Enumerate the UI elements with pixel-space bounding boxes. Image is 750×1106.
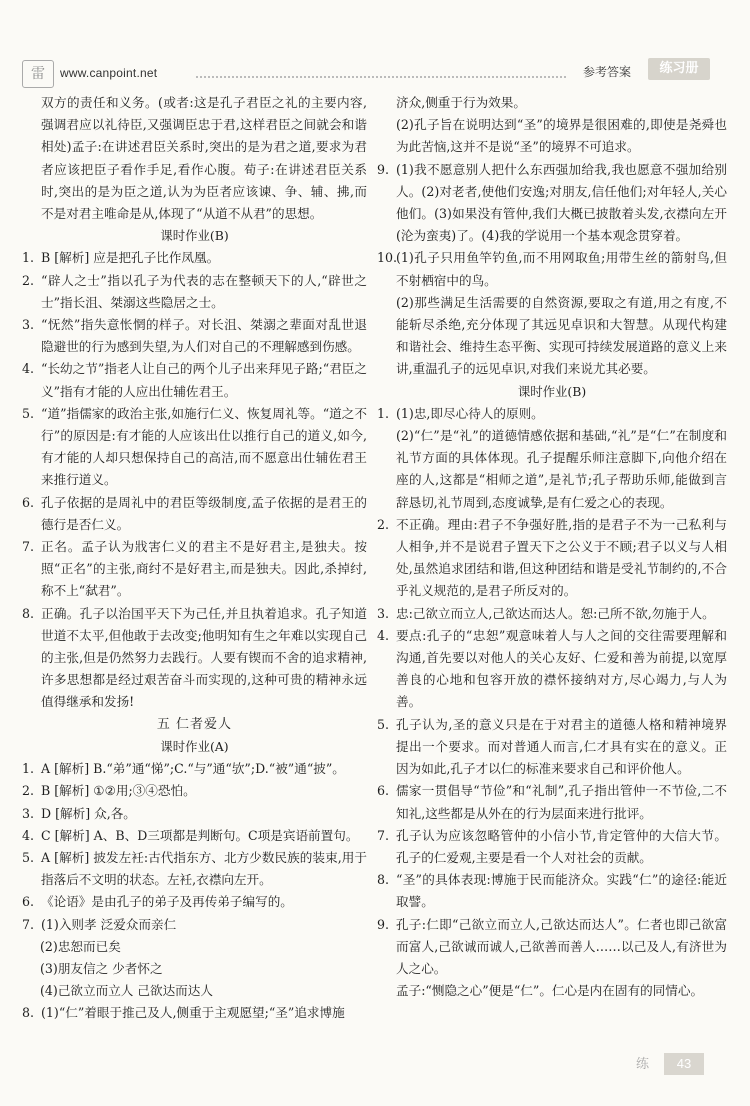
exercise-subtitle: 课时作业(A) bbox=[160, 738, 229, 754]
answer-paragraph: 双方的责任和义务。(或者:这是孔子君臣之礼的主要内容,强调君应以礼待臣,又强调臣忠于君,这样君臣之间就会和谐相处)孟子:在讲述君臣关系时,突出的是为君之道,要求为君者应该把臣子看作手足,看作心腹。荀子:在讲述君臣关系时,突出的是为臣之道,认为为臣者应该谏、争、辅、拂,而不是对君主唯命是从,体现了“从道不从君”的思想。 bbox=[41, 95, 367, 222]
answer-item bbox=[22, 803, 367, 825]
answer-item bbox=[377, 780, 727, 824]
answer-item bbox=[377, 914, 727, 981]
answer-item bbox=[377, 403, 727, 425]
item-number: 5. bbox=[22, 849, 35, 865]
answer-item bbox=[22, 536, 367, 603]
item-text: (1)忠,即尽心待人的原则。 bbox=[396, 405, 544, 421]
item-text: 《论语》是由孔子的弟子及再传弟子编写的。 bbox=[41, 894, 293, 910]
answer-paragraph: 济众,侧重于行为效果。 bbox=[396, 95, 526, 110]
book-badge: 练习册 bbox=[648, 58, 710, 80]
answer-item bbox=[377, 159, 727, 248]
item-number: 7. bbox=[377, 827, 390, 843]
item-number: 6. bbox=[22, 894, 35, 910]
item-text: “圣”的具体表现:博施于民而能济众。实践“仁”的途径:能近取譬。 bbox=[396, 872, 727, 910]
item-text: “怃然”指失意怅惘的样子。对长沮、桀溺之辈面对乱世退隐避世的行为感到失望,为人们对自己的不理解感到伤感。 bbox=[41, 317, 367, 355]
item-number: 3. bbox=[22, 805, 35, 821]
answer-item bbox=[22, 847, 367, 891]
page-number: 43 bbox=[664, 1053, 704, 1075]
item-number: 9. bbox=[377, 161, 390, 177]
item-text: D [解析] 众,各。 bbox=[41, 805, 136, 821]
item-number: 2. bbox=[377, 516, 390, 532]
footer-mark: 练 bbox=[636, 1057, 650, 1072]
answer-item bbox=[22, 914, 367, 936]
answer-subline: (2)忠恕而已矣 bbox=[40, 938, 121, 954]
item-text: 孔子认为,圣的意义只是在于对君主的道德人格和精神境界提出一个要求。而对普通人而言,仁才具有实在的意义。正因为如此,孔子才以仁的标准来要求自己和评价他人。 bbox=[396, 716, 727, 777]
answer-item bbox=[377, 714, 727, 781]
exercise-subtitle: 课时作业(B) bbox=[160, 228, 229, 244]
item-text: (1)“仁”着眼于推己及人,侧重于主观愿望;“圣”追求博施 bbox=[41, 1005, 345, 1021]
item-number: 7. bbox=[22, 539, 35, 555]
answer-subline: (4)己欲立而立人 己欲达而达人 bbox=[40, 983, 213, 999]
header-divider bbox=[196, 76, 566, 78]
item-text: “辟人之士”指以孔子为代表的志在整顿天下的人,“辟世之士”指长沮、桀溺这些隐居之士。 bbox=[41, 272, 367, 310]
answer-item bbox=[22, 358, 367, 402]
answer-item bbox=[22, 247, 367, 269]
answer-item bbox=[377, 825, 727, 869]
item-number: 4. bbox=[377, 627, 390, 643]
answer-item bbox=[22, 403, 367, 492]
item-number: 5. bbox=[22, 405, 35, 421]
item-number: 1. bbox=[377, 405, 390, 421]
answer-paragraph: (2)孔子旨在说明达到“圣”的境界是很困难的,即使是尧舜也为此苦恼,这并不是说“圣”的境界不可追求。 bbox=[396, 117, 727, 155]
item-number: 5. bbox=[377, 716, 390, 732]
chapter-heading: 五 仁者爱人 bbox=[156, 716, 233, 732]
answer-item bbox=[377, 869, 727, 913]
answer-item bbox=[22, 758, 367, 780]
item-number: 6. bbox=[377, 783, 390, 799]
item-text: (1)我不愿意别人把什么东西强加给我,我也愿意不强加给别人。(2)对老者,使他们安逸;对朋友,信任他们;对年轻人,关心他们。(3)如果没有管仲,我们大概已披散着头发,衣襟向左开(沦为蛮夷)了。(4)我的学说用一个基本观念贯穿着。 bbox=[396, 161, 727, 244]
item-text: B [解析] 应是把孔子比作凤凰。 bbox=[41, 250, 220, 266]
item-text: C [解析] A、B、D三项都是判断句。C项是宾语前置句。 bbox=[41, 827, 359, 843]
item-number: 3. bbox=[377, 605, 390, 621]
item-number: 8. bbox=[22, 605, 35, 621]
item-number: 10. bbox=[377, 250, 398, 266]
publisher-logo-icon: 雷 bbox=[22, 60, 54, 88]
page-header bbox=[0, 0, 750, 86]
item-text: 忠:己欲立而立人,己欲达而达人。恕:己所不欲,勿施于人。 bbox=[396, 605, 715, 621]
answer-item bbox=[22, 314, 367, 358]
answer-paragraph: 孟子:“恻隐之心”便是“仁”。仁心是内在固有的同情心。 bbox=[396, 983, 704, 999]
item-text: A [解析] 披发左衽:古代指东方、北方少数民族的装束,用于指落后不文明的状态。左衽,衣襟向左开。 bbox=[41, 849, 367, 888]
item-number: 8. bbox=[22, 1005, 35, 1021]
answer-item bbox=[377, 603, 727, 625]
answer-item bbox=[22, 603, 367, 714]
item-number: 7. bbox=[22, 916, 35, 932]
item-number: 1. bbox=[22, 761, 35, 777]
answer-item bbox=[377, 514, 727, 603]
section-label: 参考答案 bbox=[583, 65, 632, 79]
item-text: 孔子依据的是周礼中的君臣等级制度,孟子依据的是君王的德行是否仁义。 bbox=[41, 494, 367, 532]
item-number: 2. bbox=[22, 272, 35, 288]
item-text: 要点:孔子的“忠恕”观意味着人与人之间的交往需要理解和沟通,首先要以对他人的关心友好、仁爱和善为前提,以宽厚善良的心地和包容开放的襟怀接纳对方,尽心竭力,与人为善。 bbox=[396, 627, 727, 710]
item-text: (1)孔子只用鱼竿钓鱼,而不用网取鱼;用带生丝的箭射鸟,但不射栖宿中的鸟。 bbox=[396, 250, 727, 288]
item-number: 8. bbox=[377, 872, 390, 888]
item-text: 儒家一贯倡导“节俭”和“礼制”,孔子指出管仲一不节俭,二不知礼,这些都是从外在的行为层面来进行批评。 bbox=[396, 783, 727, 821]
answer-paragraph: (2)那些满足生活需要的自然资源,要取之有道,用之有度,不能斩尽杀绝,充分体现了其远见卓识和大智慧。从现代构建和谐社会、维持生态平衡、实现可持续发展道路的意义上来讲,重温孔子的远见卓识,对我们来说尤其必要。 bbox=[396, 294, 727, 377]
item-text: (1)入则孝 泛爱众而亲仁 bbox=[41, 916, 177, 932]
item-text: 正名。孟子认为戕害仁义的君主不是好君主,是独夫。按照“正名”的主张,商纣不是好君主,而是独夫。因此,杀掉纣,称不上“弑君”。 bbox=[41, 539, 367, 599]
answer-item bbox=[22, 1002, 367, 1024]
answer-item bbox=[22, 492, 367, 536]
item-number: 6. bbox=[22, 494, 35, 510]
answer-item bbox=[22, 891, 367, 913]
answer-subline: (3)朋友信之 少者怀之 bbox=[40, 960, 163, 976]
answer-item bbox=[377, 625, 727, 714]
item-text: 孔子认为应该忽略管仲的小信小节,肯定管仲的大信大节。孔子的仁爱观,主要是看一个人对社会的贡献。 bbox=[396, 827, 727, 865]
item-text: 不正确。理由:君子不争强好胜,指的是君子不为一己私利与人相争,并不是说君子置天下之公义于不顾;君子以义与人相处,虽然追求团结和谐,但这种团结和谐是受礼节制约的,不合乎礼义规范的,是君子所反对的。 bbox=[396, 516, 727, 599]
item-number: 3. bbox=[22, 317, 35, 333]
item-number: 4. bbox=[22, 827, 35, 843]
item-number: 4. bbox=[22, 361, 35, 377]
answer-item bbox=[377, 247, 727, 291]
item-text: “长幼之节”指老人让自己的两个儿子出来拜见子路;“君臣之义”指有才能的人应出仕辅佐君王。 bbox=[41, 361, 367, 399]
site-url: www.canpoint.net bbox=[60, 66, 158, 80]
item-number: 2. bbox=[22, 783, 35, 799]
item-text: 孔子:仁即“己欲立而立人,己欲达而达人”。仁者也即己欲富而富人,己欲诚而诚人,己欲善而善人……以己及人,有济世为人之心。 bbox=[396, 916, 727, 976]
answer-item bbox=[22, 270, 367, 314]
left-column bbox=[22, 92, 367, 1025]
right-column bbox=[377, 92, 727, 1002]
item-text: B [解析] ①②用;③④恐怕。 bbox=[41, 783, 196, 799]
answer-item bbox=[22, 780, 367, 802]
item-text: 正确。孔子以治国平天下为己任,并且执着追求。孔子知道世道不太平,但他敢于去改变;他明知有生之年难以实现自己的主张,但是仍然努力去践行。人要有锲而不舍的追求精神,许多思想都是经过艰苦奋斗而实现的,这种可贵的精神永远值得继承和发扬! bbox=[41, 605, 367, 710]
exercise-subtitle: 课时作业(B) bbox=[517, 383, 587, 399]
item-text: A [解析] B.“弟”通“悌”;C.“与”通“欤”;D.“被”通“披”。 bbox=[41, 761, 345, 777]
item-number: 1. bbox=[22, 250, 35, 266]
item-text: “道”指儒家的政治主张,如施行仁义、恢复周礼等。“道之不行”的原因是:有才能的人应该出仕以推行自己的道义,如今,有才能的人却只想保持自己的高洁,而不愿意出仕辅佐君王来推行道义。 bbox=[41, 405, 367, 488]
item-number: 9. bbox=[377, 916, 390, 932]
answer-paragraph: (2)“仁”是“礼”的道德情感依据和基础,“礼”是“仁”在制度和礼节方面的具体体现。孔子提醒乐师注意脚下,向他介绍在座的人,这都是“相师之道”,是礼节;孔子帮助乐师,能做到言辞恳切,礼节周到,态度诚挚,是有仁爱之心的表现。 bbox=[396, 428, 727, 510]
answer-item bbox=[22, 825, 367, 847]
